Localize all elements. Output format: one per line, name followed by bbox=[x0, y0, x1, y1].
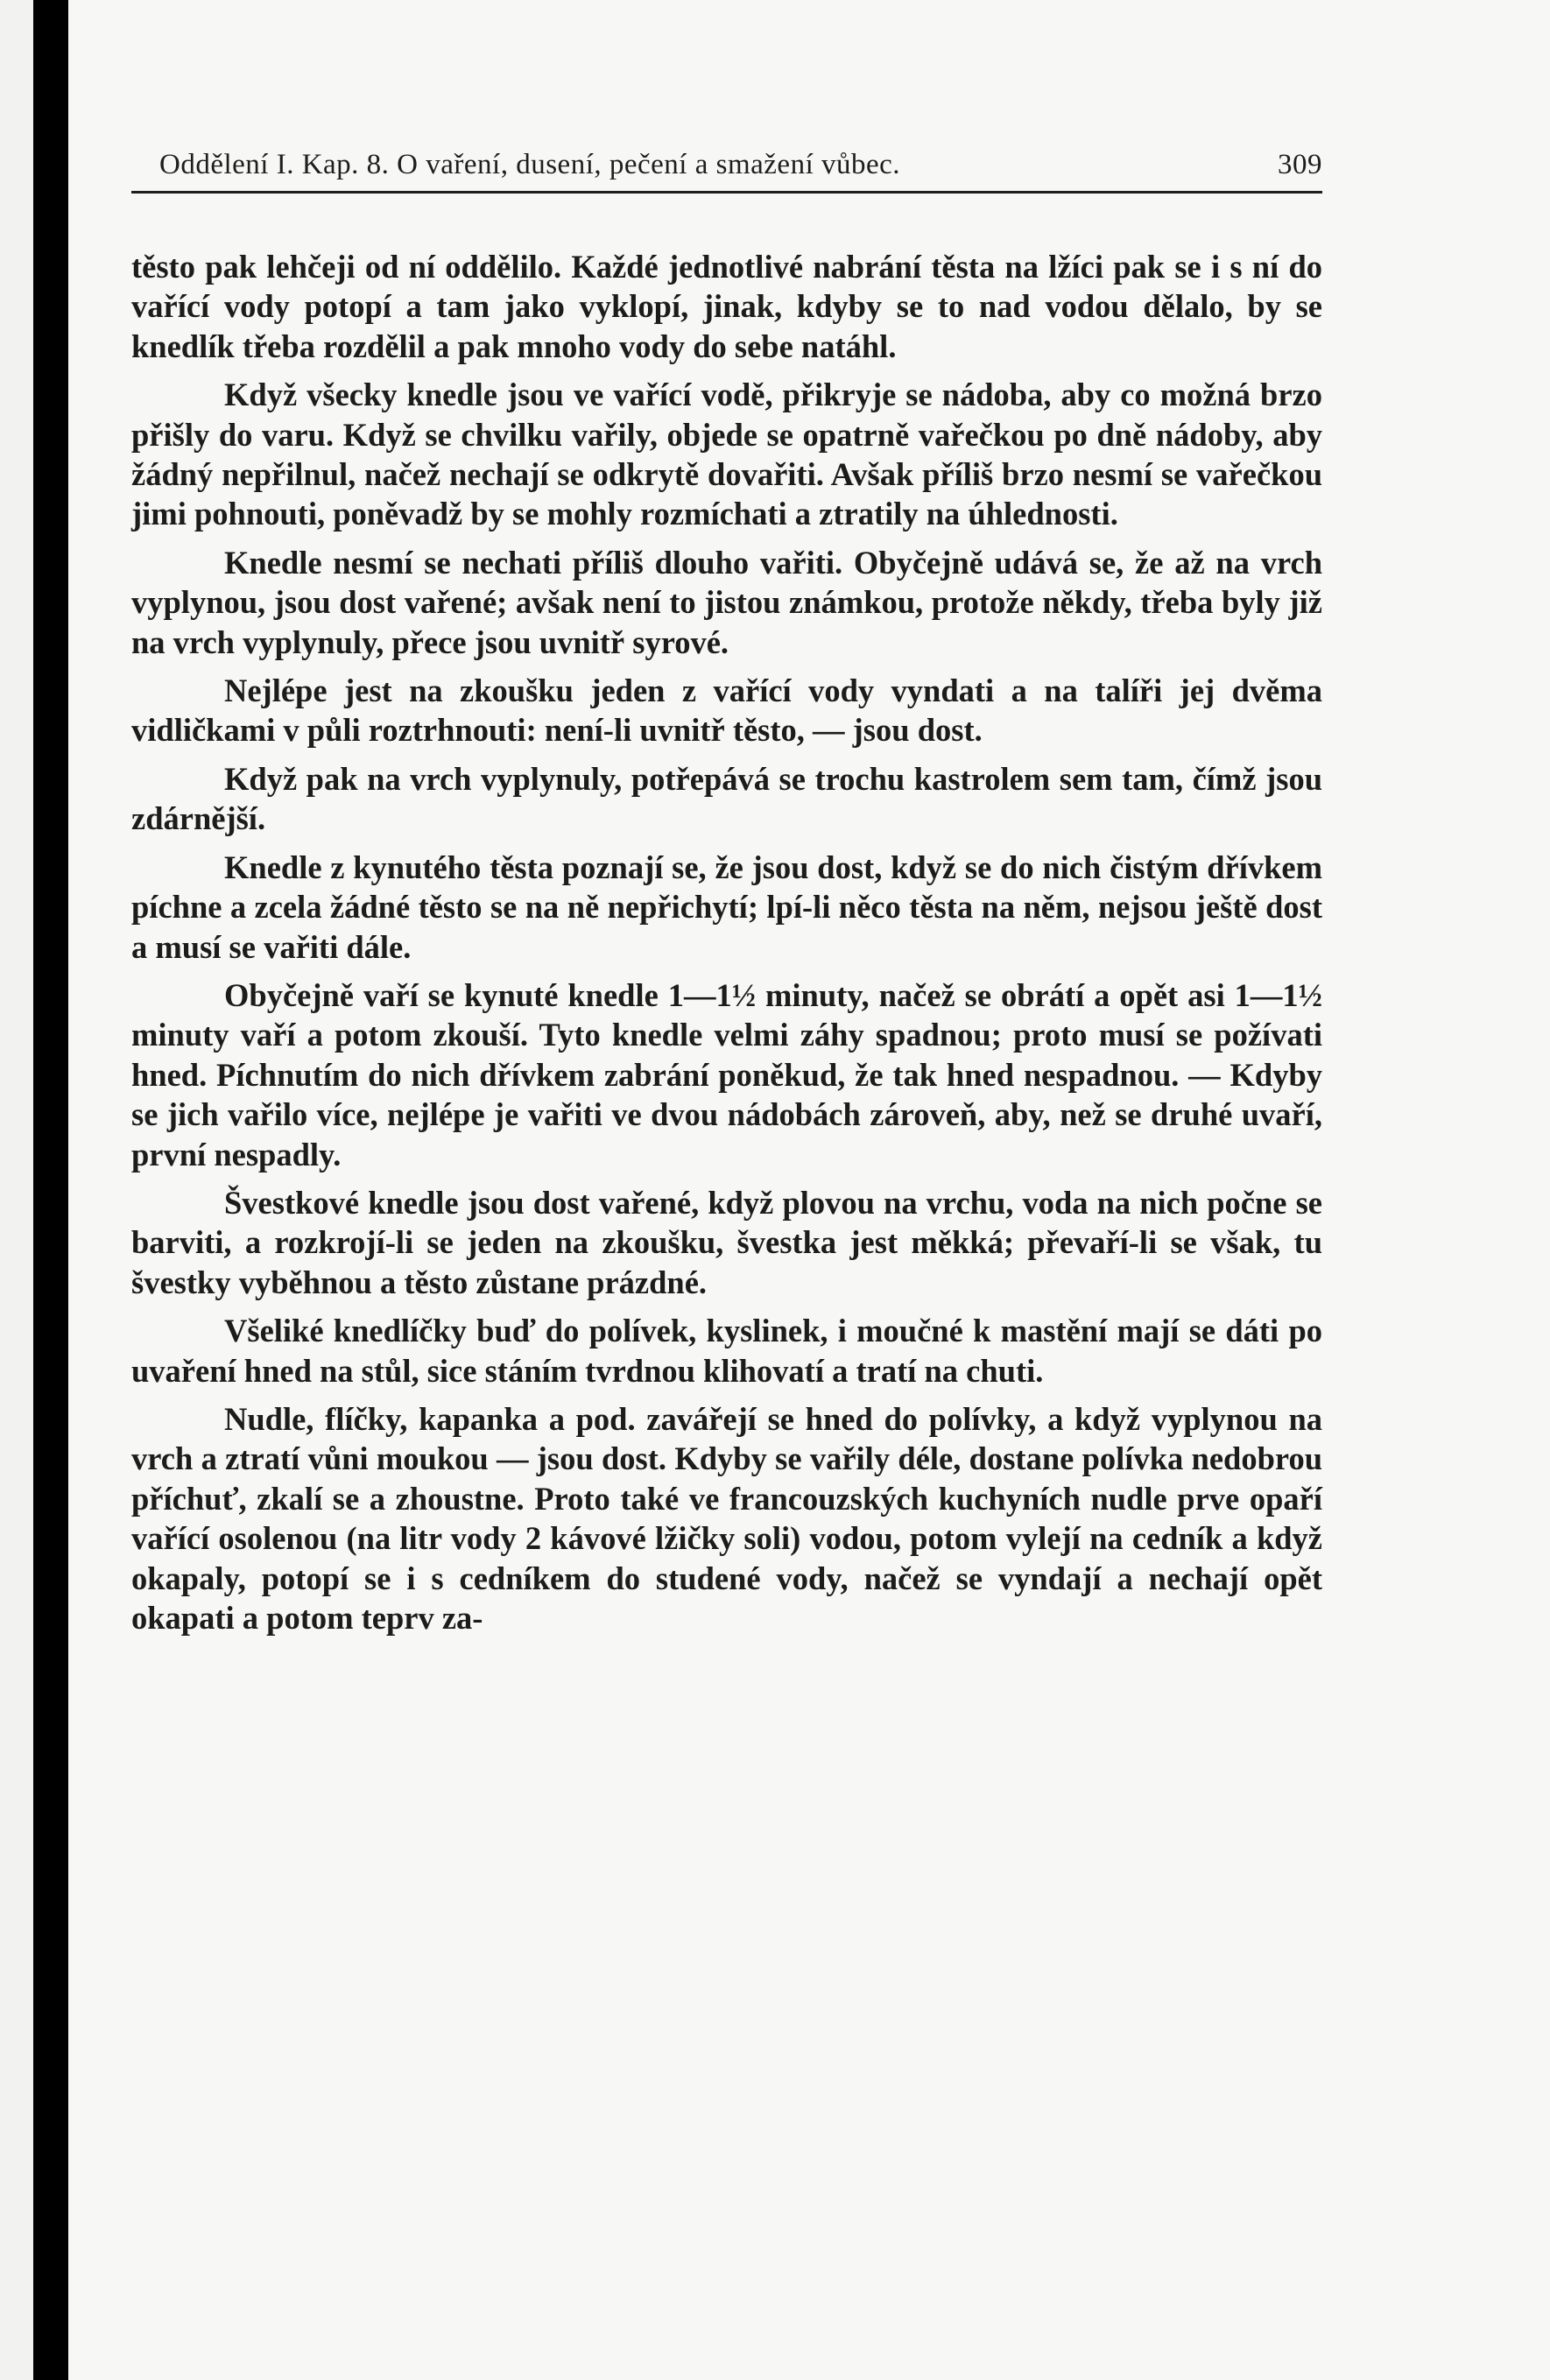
paragraph: Knedle nesmí se nechati příliš dlouho vařiti. Obyčejně udává se, že až na vrch vyplynou, jsou dost vařené; avšak není to jistou známkou, protože někdy, třeba byly již na vrch vyplynuly, přece jsou uvnitř syrové. bbox=[131, 544, 1322, 660]
page-number: 309 bbox=[1278, 149, 1322, 180]
running-head: Oddělení I. Kap. 8. O vaření, dusení, pečení a smažení vůbec. bbox=[159, 149, 901, 180]
left-page-edge bbox=[0, 0, 33, 2380]
paragraph: Když pak na vrch vyplynuly, potřepává se trochu kastrolem sem tam, čímž jsou zdárnější. bbox=[131, 760, 1322, 837]
paragraph: Nudle, flíčky, kapanka a pod. zavářejí se hned do polívky, a když vyplynou na vrch a ztratí vůni moukou — jsou dost. Kdyby se vařily déle, dostane polívka nedobrou příchuť, zkalí se a zhoustne. Proto také ve francouzských kuchyních nudle prve opaří vařící osolenou (na litr vody 2 kávové lžičky soli) vodou, potom vylejí na cedník a když okapaly, potopí se i s cedníkem do studené vody, načež se vyndají a nechají opět okapati a potom teprv za- bbox=[131, 1400, 1322, 1636]
header-rule bbox=[131, 191, 1322, 194]
paragraph: těsto pak lehčeji od ní oddělilo. Každé jednotlivé nabrání těsta na lžíci pak se i s ní do vařící vody potopí a tam jako vyklopí, jinak, kdyby se to nad vodou dělalo, by se knedlík třeba rozdělil a pak mnoho vody do sebe natáhl. bbox=[131, 249, 1322, 364]
paragraph: Když všecky knedle jsou ve vařící vodě, přikryje se nádoba, aby co možná brzo přišly do varu. Když se chvilku vařily, objede se opatrně vařečkou po dně nádoby, aby žádný nepřilnul, načež nechají se odkrytě dovařiti. Avšak příliš brzo nesmí se vařečkou jimi pohnouti, poněvadž by se mohly rozmíchati a ztratily na úhlednosti. bbox=[131, 377, 1322, 532]
paragraph: Všeliké knedlíčky buď do polívek, kyslinek, i moučné k mastění mají se dáti po uvaření hned na stůl, sice stáním tvrdnou klihovatí a tratí na chuti. bbox=[131, 1313, 1322, 1389]
body-text bbox=[131, 247, 1322, 1637]
paragraph: Nejlépe jest na zkoušku jeden z vařící vody vyndati a na talíři jej dvěma vidličkami v půli roztrhnouti: není-li uvnitř těsto, — jsou dost. bbox=[131, 672, 1322, 749]
page-header bbox=[131, 149, 1322, 187]
paragraph: Obyčejně vaří se kynuté knedle 1—1½ minuty, načež se obrátí a opět asi 1—1½ minuty vaří a potom zkouší. Tyto knedle velmi záhy spadnou; proto musí se požívati hned. Píchnutím do nich dřívkem zabrání poněkud, že tak hned nespadnou. — Kdyby se jich vařilo více, nejlépe je vařiti ve dvou nádobách zároveň, aby, než se druhé uvaří, první nespadly. bbox=[131, 976, 1322, 1172]
paragraph: Knedle z kynutého těsta poznají se, že jsou dost, když se do nich čistým dřívkem píchne a zcela žádné těsto se na ně nepřichytí; lpí-li něco těsta na něm, nejsou ještě dost a musí se vařiti dále. bbox=[131, 848, 1322, 965]
paragraph: Švestkové knedle jsou dost vařené, když plovou na vrchu, voda na nich počne se barviti, a rozkrojí-li se jeden na zkoušku, švestka jest měkká; převaří-li se však, tu švestky vyběhnou a těsto zůstane prázdné. bbox=[131, 1184, 1322, 1300]
